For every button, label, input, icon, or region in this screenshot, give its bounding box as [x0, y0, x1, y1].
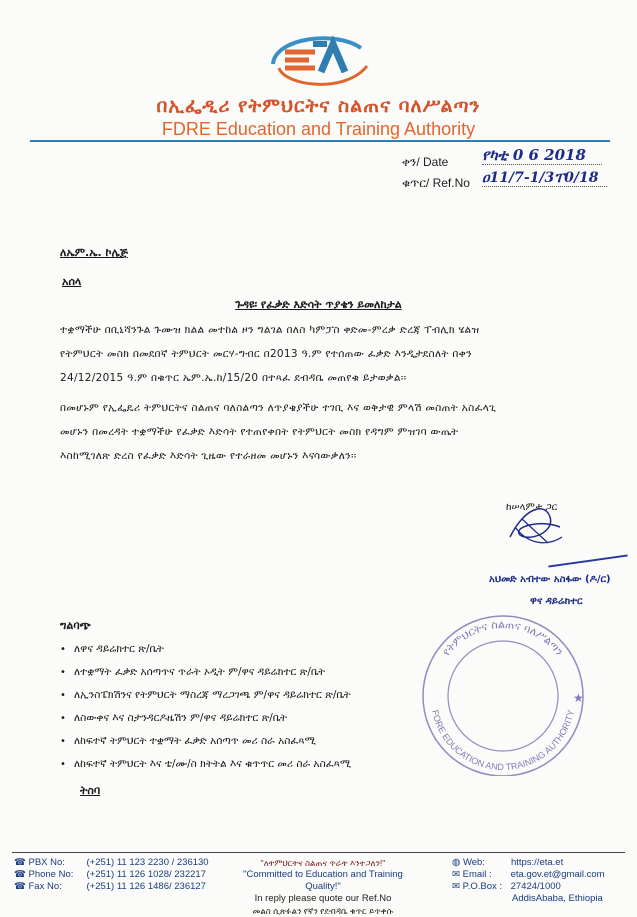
city: AddisAbaba, Ethiopia [512, 893, 603, 904]
stamp-outer-text: የትምህርትና ስልጠና ባለሥልጣን [439, 617, 567, 659]
bullet-icon: • [60, 690, 66, 701]
recipient-place: አሰላ [62, 275, 82, 288]
body-line: በመሆኑም የኢፌዴሪ ትምህርትና ስልጠና ባለስልጣን ለጥያቄያችሁ ተገቢ እና ወቅታዊ ምላሽ መስጠት አስፈላጊ [60, 402, 497, 414]
bullet-icon: • [60, 713, 66, 724]
signatory-title: ዋና ዳይሬክተር [530, 596, 583, 607]
phone-icon: ☎ [14, 857, 29, 868]
bullet-icon: • [60, 759, 66, 770]
closing-greeting: ከሠላምታ ጋር [506, 502, 558, 513]
phone-icon: ☎ [14, 869, 29, 880]
contact-row: ✉ Email : eta.gov.et@gmail.com [452, 869, 605, 880]
phone-row: ☎ PBX No: (+251) 11 123 2230 / 236130 [14, 857, 209, 868]
eta-logo [265, 30, 375, 96]
body-line: እስከሚገለጽ ድረስ የፈቃድ እድሳት ጊዜው የተራዘመ መሆኑን እናሳውቃለን፡፡ [60, 450, 357, 462]
reply-note-english: In reply please quote our Ref.No [254, 893, 392, 904]
body-line: የትምህርት መስክ በመደበኛ ትምህርት መርሃ-ግብር በ2013 ዓ.ም የተሰጠው ፈቃድ እንዲታደስለት በቀን [60, 348, 472, 360]
contact-row: ◍ Web: https://eta.et [452, 857, 564, 868]
body-paragraph-1 [60, 318, 600, 390]
phone-row: ☎ Fax No: (+251) 11 126 1486/ 236127 [14, 881, 206, 892]
bullet-icon: • [60, 644, 66, 655]
signatory-name: አህመድ አብተው አስፋው (ዶ/ር) [489, 574, 611, 585]
globe-icon: ◍ [452, 857, 463, 868]
slogan-amharic: "ለትምህርትና ስልጠና ጥራት እንተጋለን!" [260, 858, 386, 868]
email-icon: ✉ [452, 869, 463, 880]
signature-stroke [548, 554, 627, 567]
signature [500, 497, 570, 556]
reply-note-amharic: መልስ ሲጽፉልን የኛን የደብዳቤ ቁጥር ይጥቀሱ [252, 906, 394, 916]
date-value: የካቲ 0 6 2018 [482, 146, 602, 165]
recipient-name: ለኤም.ኤ. ኮሌጅ [60, 246, 128, 259]
authority-name-english: FDRE Education and Training Authority [161, 119, 476, 139]
body-line: ተቋማችሁ በቢኒሻንጉል ጉሙዝ ክልል መተከል ዞን ግልገል በለስ ካምፓስ ቀድመ-ምረቃ ድረጃ ፐብሊክ ሄልዝ [60, 324, 480, 336]
slogan-english: "Committed to Education and Training Quality!" [243, 869, 403, 892]
letter-subject: ጉዳዩ፡ የፈቃድ እድሳት ጥያቄን ይመለከታል [235, 298, 402, 311]
body-paragraph-2 [60, 396, 600, 468]
cc-list [60, 638, 480, 776]
cc-last-item: ትስባ [80, 784, 101, 797]
footer-slogan [238, 857, 408, 917]
footer-phones [14, 857, 209, 893]
stamp-inner-text: FORE EDUCATION AND TRAINING AUTHORITY [430, 708, 576, 773]
cc-item: • ለከፍተኛ ትምህርት ተቋማት ፈቃድ አሰጣጥ መሪ ስራ አስፈጻሚ [60, 735, 316, 747]
cc-item: • ለዋና ዳይሬክተር ጽ/ቤት [60, 643, 164, 655]
fax-icon: ☎ [14, 881, 29, 892]
signature-icon [500, 497, 570, 552]
cc-heading: ግልባጭ [60, 619, 91, 632]
contact-row: ✉ P.O.Box : 27424/1000 [452, 881, 561, 892]
bullet-icon: • [60, 736, 66, 747]
date-label: ቀን/ Date [402, 155, 449, 169]
header-divider [30, 140, 610, 142]
footer-divider [12, 852, 625, 853]
cc-item: • ለተቋማት ፈቃድ አሰጣጥና ጥራት ኦዲት ም/ዋና ዳይሬክተር ጽ/ቤት [60, 666, 326, 678]
authority-name-amharic: በኢፌዲሪ የትምህርትና ስልጠና ባለሥልጣን [156, 95, 481, 117]
cc-item: • ለስውቀና እና ስታንዳርዶዜሽን ም/ዋና ዳይሬክተር ጽ/ቤት [60, 712, 288, 724]
ref-value: ዐ11/7-1/3ፐ0/18 [482, 170, 607, 187]
svg-text:★: ★ [573, 691, 584, 705]
mailbox-icon: ✉ [452, 881, 463, 892]
bullet-icon: • [60, 667, 66, 678]
cc-item: • ለኢንስፔክሽንና የትምህርት ማስረጃ ማረጋገጫ ም/ዋና ዳይሬክተር ጽ/ቤት [60, 689, 351, 701]
ref-label: ቁጥር/ Ref.No [402, 176, 470, 190]
cc-item: • ለከፍተኛ ትምህርት እና ቴ/ሙ/ስ ክትትል እና ቁጥጥር መሪ ስራ አስፈጻሚ [60, 758, 352, 770]
body-line: 24/12/2015 ዓ.ም በቁጥር ኤም.ኤ.ከ/15/20 በተጻፈ ደብዳቤ መጠየቁ ይታወቃል፡፡ [60, 372, 407, 384]
footer-contacts [452, 857, 632, 905]
phone-row: ☎ Phone No: (+251) 11 126 1028/ 232217 [14, 869, 206, 880]
body-line: መሆኑን በመረዳት ተቋማችሁ የፈቃድ እድሳት የተጠየቀበት የትምህርት መስክ የዳግም ምዝገባ ውጤት [60, 426, 459, 438]
eta-logo-icon [265, 30, 375, 92]
